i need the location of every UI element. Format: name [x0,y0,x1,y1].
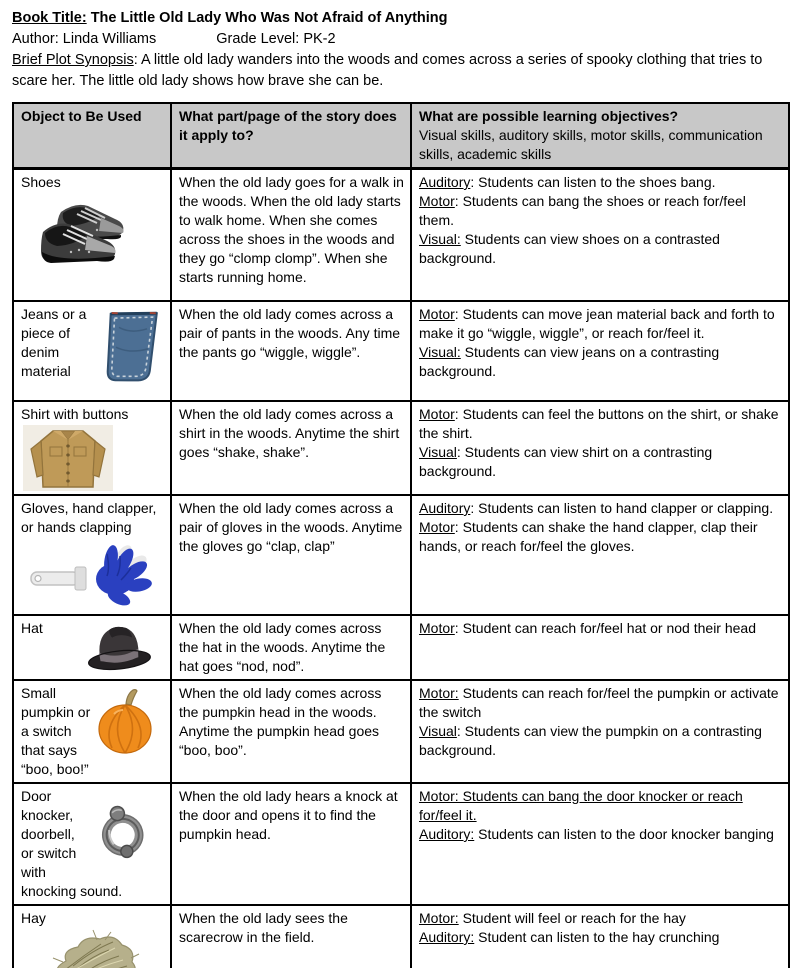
denim-image [100,308,162,386]
objectives-cell [410,906,788,968]
objective-text: : Students can view the pumpkin on a contrasting background. [419,723,762,758]
objective-item [419,173,782,192]
object-label: Shirt with buttons [21,406,129,422]
document-header [12,8,790,92]
objective-label: Motor [419,620,455,636]
object-cell [14,302,170,400]
objective-item [419,684,782,722]
object-cell [14,402,170,494]
object-label: Jeans or a piece of denim material [21,306,87,379]
objective-text: : Students can bang the shoes or reach for/feel them. [419,193,746,228]
story-cell: When the old lady comes across the hat in the woods. Anytime the hat goes “nod, nod”. [170,616,410,679]
object-cell [14,496,170,614]
object-label: Hay [21,910,46,926]
objective-text: : Student can reach for/feel hat or nod their head [454,620,756,636]
shirt-image [23,425,113,491]
objective-text: : Students can shake the hand clapper, clap their hands, or reach for/feel the gloves. [419,519,758,554]
synopsis-text: : A little old lady wanders into the woods and comes across a series of spooky clothing that tries to scare her. The little old lady shows how brave she can be. [12,52,763,89]
hat-image [84,621,152,671]
object-cell [14,784,170,904]
story-cell: When the old lady sees the scarecrow in the field. [170,906,410,968]
objective-item [419,518,782,556]
table-row-gloves [14,494,788,614]
pumpkin-image [96,688,154,754]
objective-item [419,928,782,947]
objective-item [419,305,782,343]
column-header-objectives-subtitle: Visual skills, auditory skills, motor skills, communication skills, academic skills [419,127,763,162]
objectives-cell [410,496,788,614]
objective-text: : Students can move jean material back and forth to make it go “wiggle, wiggle”, or reach for/feel it. [419,306,775,341]
story-cell: When the old lady comes across the pumpkin head in the woods. Anytime the pumpkin head goes “boo, boo”. [170,681,410,782]
objective-text: : Students can listen to the shoes bang. [470,174,716,190]
objective-item [419,619,782,638]
objectives-cell [410,784,788,904]
column-header-story-part: What part/page of the story does it apply to? [170,104,410,167]
object-cell [14,170,170,300]
objective-item [419,443,782,481]
plot-synopsis-line [12,50,790,92]
objective-item [419,230,782,268]
objective-item [419,192,782,230]
author-grade-line [12,29,790,50]
objective-label: Motor [419,306,455,322]
object-cell [14,906,170,968]
objective-text: : Students can view shirt on a contrasting background. [419,444,713,479]
objectives-cell [410,302,788,400]
author: Author: Linda Williams [12,31,157,47]
story-cell: When the old lady goes for a walk in the woods. When the old lady starts to walk home. When she comes across the shoes in the woods and they go “clomp clomp”. When she starts running home. [170,170,410,300]
table-row-door-knocker [14,782,788,904]
objective-label: Motor [419,406,455,422]
objective-label: Motor: Students can bang the door knocker or reach for/feel it. [419,788,743,823]
column-header-object: Object to Be Used [21,108,142,124]
table-header-row [14,104,788,168]
objective-item [419,722,782,760]
objective-label: Motor [419,519,455,535]
objective-label: Auditory: [419,929,475,945]
objective-item [419,787,782,825]
lesson-objects-table [12,102,790,968]
object-cell [14,616,170,679]
objective-text: Students can reach for/feel the pumpkin or activate the switch [419,685,779,720]
objective-label: Motor: [419,910,459,926]
table-row-pumpkin [14,679,788,782]
objectives-cell [410,681,788,782]
objective-text: : Students can feel the buttons on the shirt, or shake the shirt. [419,406,779,441]
objective-item [419,825,782,844]
objective-label: Auditory [419,500,471,516]
objective-label: Visual [419,444,457,460]
hay-image [49,928,141,968]
column-header-objectives [410,104,788,167]
object-cell [14,681,170,782]
objective-text: Students can listen to the door knocker banging [474,826,774,842]
objectives-cell [410,616,788,679]
story-cell: When the old lady hears a knock at the door and opens it to find the pumpkin head. [170,784,410,904]
book-title: The Little Old Lady Who Was Not Afraid of Anything [90,10,448,26]
objective-label: Auditory [419,174,471,190]
object-label: Small pumpkin or a switch that says “boo, boo!” [21,685,91,777]
objective-item [419,405,782,443]
story-cell: When the old lady comes across a pair of gloves in the woods. Anytime the gloves go “clap, clap” [170,496,410,614]
table-row-jeans [14,300,788,400]
objective-item [419,499,782,518]
objectives-cell [410,402,788,494]
object-label: Hat [21,620,43,636]
column-header-objectives-title: What are possible learning objectives? [419,108,679,124]
table-row-hay [14,904,788,968]
objective-label: Visual: [419,231,461,247]
table-row-hat [14,614,788,679]
grade-level: Grade Level: PK-2 [216,31,336,47]
object-label: Shoes [21,174,61,190]
story-cell: When the old lady comes across a pair of pants in the woods. Any time the pants go “wiggle, wiggle”. [170,302,410,400]
object-label: Gloves, hand clapper, or hands clapping [21,500,157,535]
objective-label: Visual [419,723,457,739]
story-cell: When the old lady comes across a shirt in the woods. Anytime the shirt goes “shake, shake”. [170,402,410,494]
objective-label: Auditory: [419,826,475,842]
objective-item [419,343,782,381]
objective-text: Students can view shoes on a contrasted background. [419,231,720,266]
objective-text: Student will feel or reach for the hay [458,910,686,926]
synopsis-label: Brief Plot Synopsis [12,52,134,68]
book-title-line [12,8,790,29]
shoes-image [31,200,139,270]
book-title-label: Book Title: [12,10,87,26]
hand-clapper-image [27,542,157,610]
door-knocker-image [94,801,150,863]
objective-item [419,909,782,928]
objective-label: Visual: [419,344,461,360]
objective-label: Motor: [419,685,459,701]
objectives-cell [410,170,788,300]
objective-text: Student can listen to the hay crunching [474,929,720,945]
objective-text: : Students can listen to hand clapper or clapping. [470,500,774,516]
table-row-shoes [14,168,788,300]
object-label: Door knocker, doorbell, or switch with knocking sound. [21,788,123,899]
objective-label: Motor [419,193,455,209]
table-row-shirt [14,400,788,494]
objective-text: Students can view jeans on a contrasting background. [419,344,720,379]
